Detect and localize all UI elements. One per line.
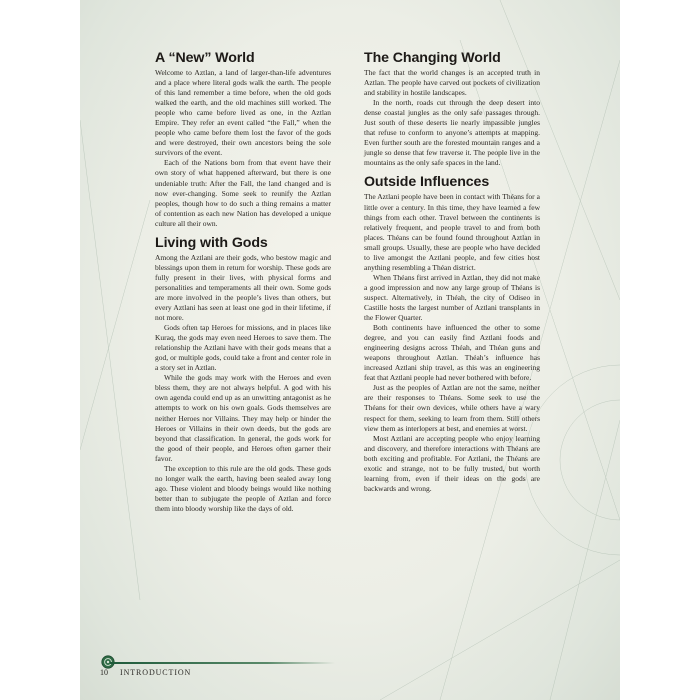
paragraph: Welcome to Aztlan, a land of larger-than-life adventures and a place where literal gods walk the earth. The people of this land remember a time before, when the old gods walked the earth, and the old machines still worked. The people who came before lived as one, in the Aztlan Empire. They refer an event called “the Fall,” when the people who came before them lost the favor of the gods and were destroyed, their own ancestors being the sole survivors of the event. bbox=[155, 68, 331, 158]
heading-a-new-world: A “New” World bbox=[155, 50, 255, 66]
paragraph: When Théans first arrived in Aztlan, they did not make a good impression and now any large group of Théans is suspect. Alternatively, in Théah, the city of Odiseo in Castille hosts the largest number of Aztlani transplants in the Flower Quarter. bbox=[364, 272, 540, 323]
right-column bbox=[364, 50, 540, 494]
footer-rule bbox=[110, 662, 335, 664]
paragraph: In the north, roads cut through the deep desert into dense coastal jungles as the only safe passages through. Just south of these deserts lie nearly impassible jungles that refuse to conform to anyone’s attempts at mapping. Even further south are the forested mountain ranges and a jungle so dense that few traverse it. The people live in the mountains as the only safe spaces in the land. bbox=[364, 98, 540, 168]
paragraph: Each of the Nations born from that event have their own story of what happened afterward, but there is one undeniable truth: After the Fall, the land changed and is now ever-changing. Some seek to reunify the Aztlan peoples, though how to do such a thing remains a matter of contention as each new Nation has developed a unique culture all their own. bbox=[155, 158, 331, 228]
paragraph: Just as the peoples of Aztlan are not the same, neither are their responses to Théans. Some seek to use the Théans for their own devices, while others have a wary respect for them, seeking to learn from them. Still others view them as interlopers at best, and enemies at worst. bbox=[364, 383, 540, 433]
paragraph: Among the Aztlani are their gods, who bestow magic and blessings upon them in return for worship. These gods are fully present in their lives, with physical forms and personalities and temperaments all their own. Some gods are more involved in the people’s lives than others, but every Aztlani has seen at least one god in their lifetime, if not more. bbox=[155, 252, 331, 323]
paragraph: The Aztlani people have been in contact with Théans for a little over a century. In this time, they have learned a few things from each other. Travel between the continents is relatively frequent, and people travel to and from both places. Théans can be found found throughout Aztlan in small groups. Usually, these are people who have decided to live amongst the Aztlani people, and few cities host anything resembling a Théan district. bbox=[364, 192, 540, 272]
paragraph: The fact that the world changes is an accepted truth in Aztlan. The people have carved out pockets of civilization and stability in hostile landscapes. bbox=[364, 68, 540, 98]
page-number: 10 bbox=[100, 668, 108, 677]
heading-living-with-gods: Living with Gods bbox=[155, 234, 268, 251]
heading-outside-influences: Outside Influences bbox=[364, 174, 490, 191]
page-footer bbox=[80, 655, 620, 679]
section-name: INTRODUCTION bbox=[120, 668, 192, 677]
book-page bbox=[80, 0, 620, 700]
paragraph: Most Aztlani are accepting people who enjoy learning and discovery, and therefore interactions with Théans are both exciting and profitable. For Aztlani, the Théans are exotic and strange, not to be fully trusted, but worth learning from, even if their ideas on the gods are backwards and wrong. bbox=[364, 433, 540, 493]
paragraph: Both continents have influenced the other to some degree, and you can easily find Aztlani foods and engineering designs across Théah, and Théan guns and weapons throughout Aztlan. Théah’s influence has increased Aztlani ship travel, as this was an engineering feat that Aztlani people had never bothered with before. bbox=[364, 323, 540, 383]
paragraph: Gods often tap Heroes for missions, and in places like Kuraq, the gods may even need Heroes to save them. The relationship the Aztlani have with their gods means that a god, or multiple gods, could take a front and center role in a story set in Aztlan. bbox=[155, 323, 331, 373]
paragraph: The exception to this rule are the old gods. These gods no longer walk the earth, having been sealed away long ago. These violent and bloody beings would like nothing better than to subjugate the people of Aztlan and force them into bloody worship like the days of old. bbox=[155, 463, 331, 513]
left-column bbox=[155, 50, 331, 514]
heading-the-changing-world: The Changing World bbox=[364, 50, 501, 66]
paragraph: While the gods may work with the Heroes and even bless them, they are not always helpful. A god with his own agenda could end up as an unwitting antagonist as he attempts to work on his own goals. Gods themselves are neither Heroes nor Villains. They may help or hinder the Heroes or Villains in their own deeds, but the gods are beyond that classification. In general, the gods work for the good of their people, and Heroes often garner their favor. bbox=[155, 373, 331, 463]
